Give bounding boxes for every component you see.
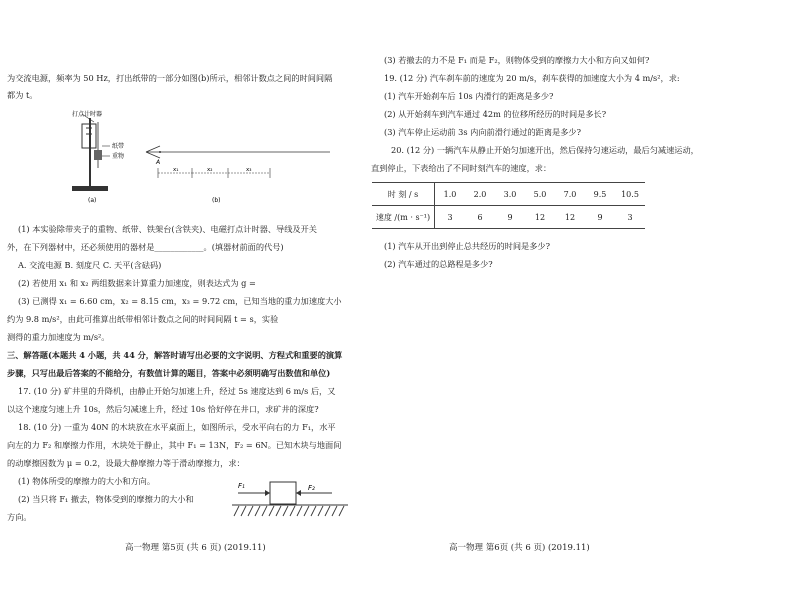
table-cell: 9 xyxy=(585,206,615,229)
text-line: (2) 汽车通过的总路程是多少? xyxy=(384,259,493,269)
text-line: (3) 已测得 x₁ = 6.60 cm，x₂ = 8.15 cm，x₃ = 9.72 cm，已知当地的重力加速度大小 xyxy=(18,296,342,306)
table-cell: 3 xyxy=(615,206,645,229)
label-x2: x₂ xyxy=(207,167,213,173)
paper-tape-diagram xyxy=(146,146,330,178)
label-x1: x₁ xyxy=(173,167,179,173)
text-line: (1) 汽车开始刹车后 10s 内滑行的距离是多少? xyxy=(384,91,554,101)
text-line: (1) 汽车从开出到停止总共经历的时间是多少? xyxy=(384,241,550,251)
label-tape: 纸带 xyxy=(112,143,125,150)
text-line: 都为 t。 xyxy=(7,90,38,100)
table-cell: 6 xyxy=(465,206,495,229)
section-heading: 步骤，只写出最后答案的不能给分，有数值计算的题目，答案中必须明确写出数值和单位) xyxy=(7,368,331,378)
table-row xyxy=(372,206,645,229)
label-weight: 重物 xyxy=(112,153,125,160)
table-cell: 2.0 xyxy=(465,183,495,206)
text-line: (2) 从开始刹车到汽车通过 42m 的位移所经历的时间是多长? xyxy=(384,109,607,119)
table-row xyxy=(372,183,645,206)
text-line: 约为 9.8 m/s²，由此可推算出纸带相邻计数点之间的时间间隔 t = s，实验 xyxy=(7,314,279,324)
text-line: 17. (10 分) 矿井里的升降机，由静止开始匀加速上升，经过 5s 速度达到 6 m/s 后，又 xyxy=(18,386,336,396)
table-cell: 5.0 xyxy=(525,183,555,206)
text-line: 18. (10 分) 一重为 40N 的木块放在水平桌面上，如图所示，受水平向右的力 F₁，水平 xyxy=(18,422,336,432)
text-line: 外，在下列器材中，还必须使用的器材是____________。(填器材前面的代号) xyxy=(7,242,284,252)
experiment-figure xyxy=(60,108,360,208)
table-cell: 9 xyxy=(495,206,525,229)
label-a: (a) xyxy=(88,197,97,204)
text-line: (1) 物体所受的摩擦力的大小和方向。 xyxy=(18,476,156,486)
table-cell: 12 xyxy=(525,206,555,229)
table-cell: 3 xyxy=(435,206,466,229)
table-cell: 1.0 xyxy=(435,183,466,206)
text-line: 向左的力 F₂ 和摩擦力作用，木块处于静止，其中 F₁ = 13N，F₂ = 6N。已知木块与地面间 xyxy=(7,440,342,450)
right-page xyxy=(371,0,794,594)
speed-header: 速度 /(m · s⁻¹) xyxy=(372,206,435,229)
label-f1: F₁ xyxy=(238,482,245,490)
label-point-a: A xyxy=(156,159,161,166)
label-timer: 打点计时器 xyxy=(72,111,103,118)
label-f2: F₂ xyxy=(308,484,315,492)
text-line: (1) 本实验除带夹子的重物、纸带、铁架台(含铁夹)、电磁打点计时器、导线及开关 xyxy=(18,224,317,234)
text-line: 直到停止，下表给出了不同时刻汽车的速度，求： xyxy=(371,163,552,173)
text-line: 以这个速度匀速上升 10s，然后匀减速上升，经过 10s 恰好停在井口，求矿井的深度? xyxy=(7,404,319,414)
section-heading: 三、解答题(本题共 4 小题，共 44 分，解答时请写出必要的文字说明、方程式和重要的演算 xyxy=(7,350,343,360)
text-line: 测得的重力加速度为 m/s²。 xyxy=(7,332,110,342)
text-line: (3) 汽车停止运动前 3s 内向前滑行通过的距离是多少? xyxy=(384,127,581,137)
label-b: (b) xyxy=(212,197,221,204)
table-cell: 12 xyxy=(555,206,585,229)
timer-stand-diagram xyxy=(72,114,110,191)
text-line: (2) 当只将 F₁ 撤去，物体受到的摩擦力的大小和 xyxy=(18,494,194,504)
text-line: 方向。 xyxy=(7,512,32,522)
label-x3: x₃ xyxy=(246,167,252,173)
table-cell: 7.0 xyxy=(555,183,585,206)
table-cell: 9.5 xyxy=(585,183,615,206)
force-diagram xyxy=(228,474,352,524)
text-line: (2) 若使用 x₁ 和 x₂ 两组数据来计算重力加速度，则表达式为 g = xyxy=(18,278,256,288)
time-header: 时 刻 / s xyxy=(372,183,435,206)
text-line: 19. (12 分) 汽车刹车前的速度为 20 m/s，刹车获得的加速度大小为 4 m/s²，求: xyxy=(384,73,680,83)
table-cell: 10.5 xyxy=(615,183,645,206)
page-footer: 高一物理 第5页 (共 6 页) (2019.11) xyxy=(125,543,266,553)
text-line: (3) 若撤去的力不是 F₁ 而是 F₂，则物体受到的摩擦力大小和方向又如何? xyxy=(384,55,650,65)
text-line: 的动摩擦因数为 μ = 0.2，设最大静摩擦力等于滑动摩擦力，求： xyxy=(7,458,245,468)
speed-table xyxy=(372,182,645,229)
text-line: A. 交流电源 B. 刻度尺 C. 天平(含砝码) xyxy=(18,260,162,270)
text-line: 为交流电源，频率为 50 Hz，打出纸带的一部分如图(b)所示，相邻计数点之间的时间间隔 xyxy=(7,73,333,83)
page-footer: 高一物理 第6页 (共 6 页) (2019.11) xyxy=(449,543,590,553)
table-cell: 3.0 xyxy=(495,183,525,206)
text-line: 20. (12 分) 一辆汽车从静止开始匀加速开出，然后保持匀速运动，最后匀减速运动， xyxy=(391,145,699,155)
